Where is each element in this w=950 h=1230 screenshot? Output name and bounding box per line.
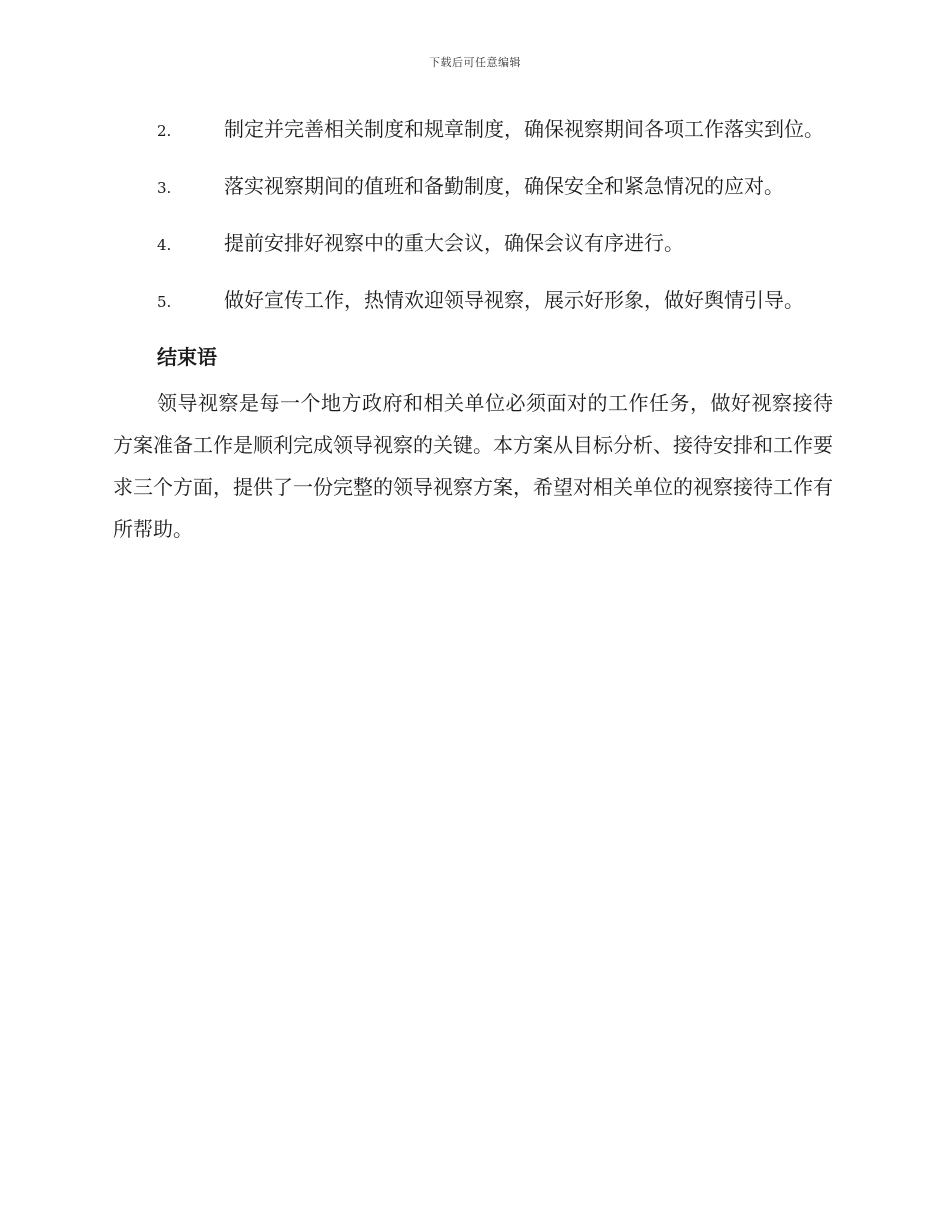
list-item <box>113 279 833 323</box>
page-header: 下载后可任意编辑 <box>429 56 521 69</box>
list-item-text: 制定并完善相关制度和规章制度，确保视察期间各项工作落实到位。 <box>224 117 824 141</box>
list-item-number: 3. <box>157 179 172 197</box>
list-item-number: 4. <box>157 236 172 254</box>
list-item-number: 5. <box>157 293 172 311</box>
list-item-text: 做好宣传工作，热情欢迎领导视察，展示好形象，做好舆情引导。 <box>224 288 804 312</box>
list-item-number: 2. <box>157 122 172 140</box>
list-item-text: 提前安排好视察中的重大会议，确保会议有序进行。 <box>224 231 684 255</box>
list-item <box>113 108 833 152</box>
list-item <box>113 222 833 266</box>
section-heading: 结束语 <box>157 345 217 369</box>
list-item <box>113 165 833 209</box>
conclusion-paragraph: 领导视察是每一个地方政府和相关单位必须面对的工作任务，做好视察接待方案准备工作是顺利完成领导视察的关键。本方案从目标分析、接待安排和工作要求三个方面，提供了一份完整的领导视察方案，希望对相关单位的视察接待工作有所帮助。 <box>113 391 833 541</box>
document-body <box>113 108 833 550</box>
list-item-text: 落实视察期间的值班和备勤制度，确保安全和紧急情况的应对。 <box>224 174 784 198</box>
